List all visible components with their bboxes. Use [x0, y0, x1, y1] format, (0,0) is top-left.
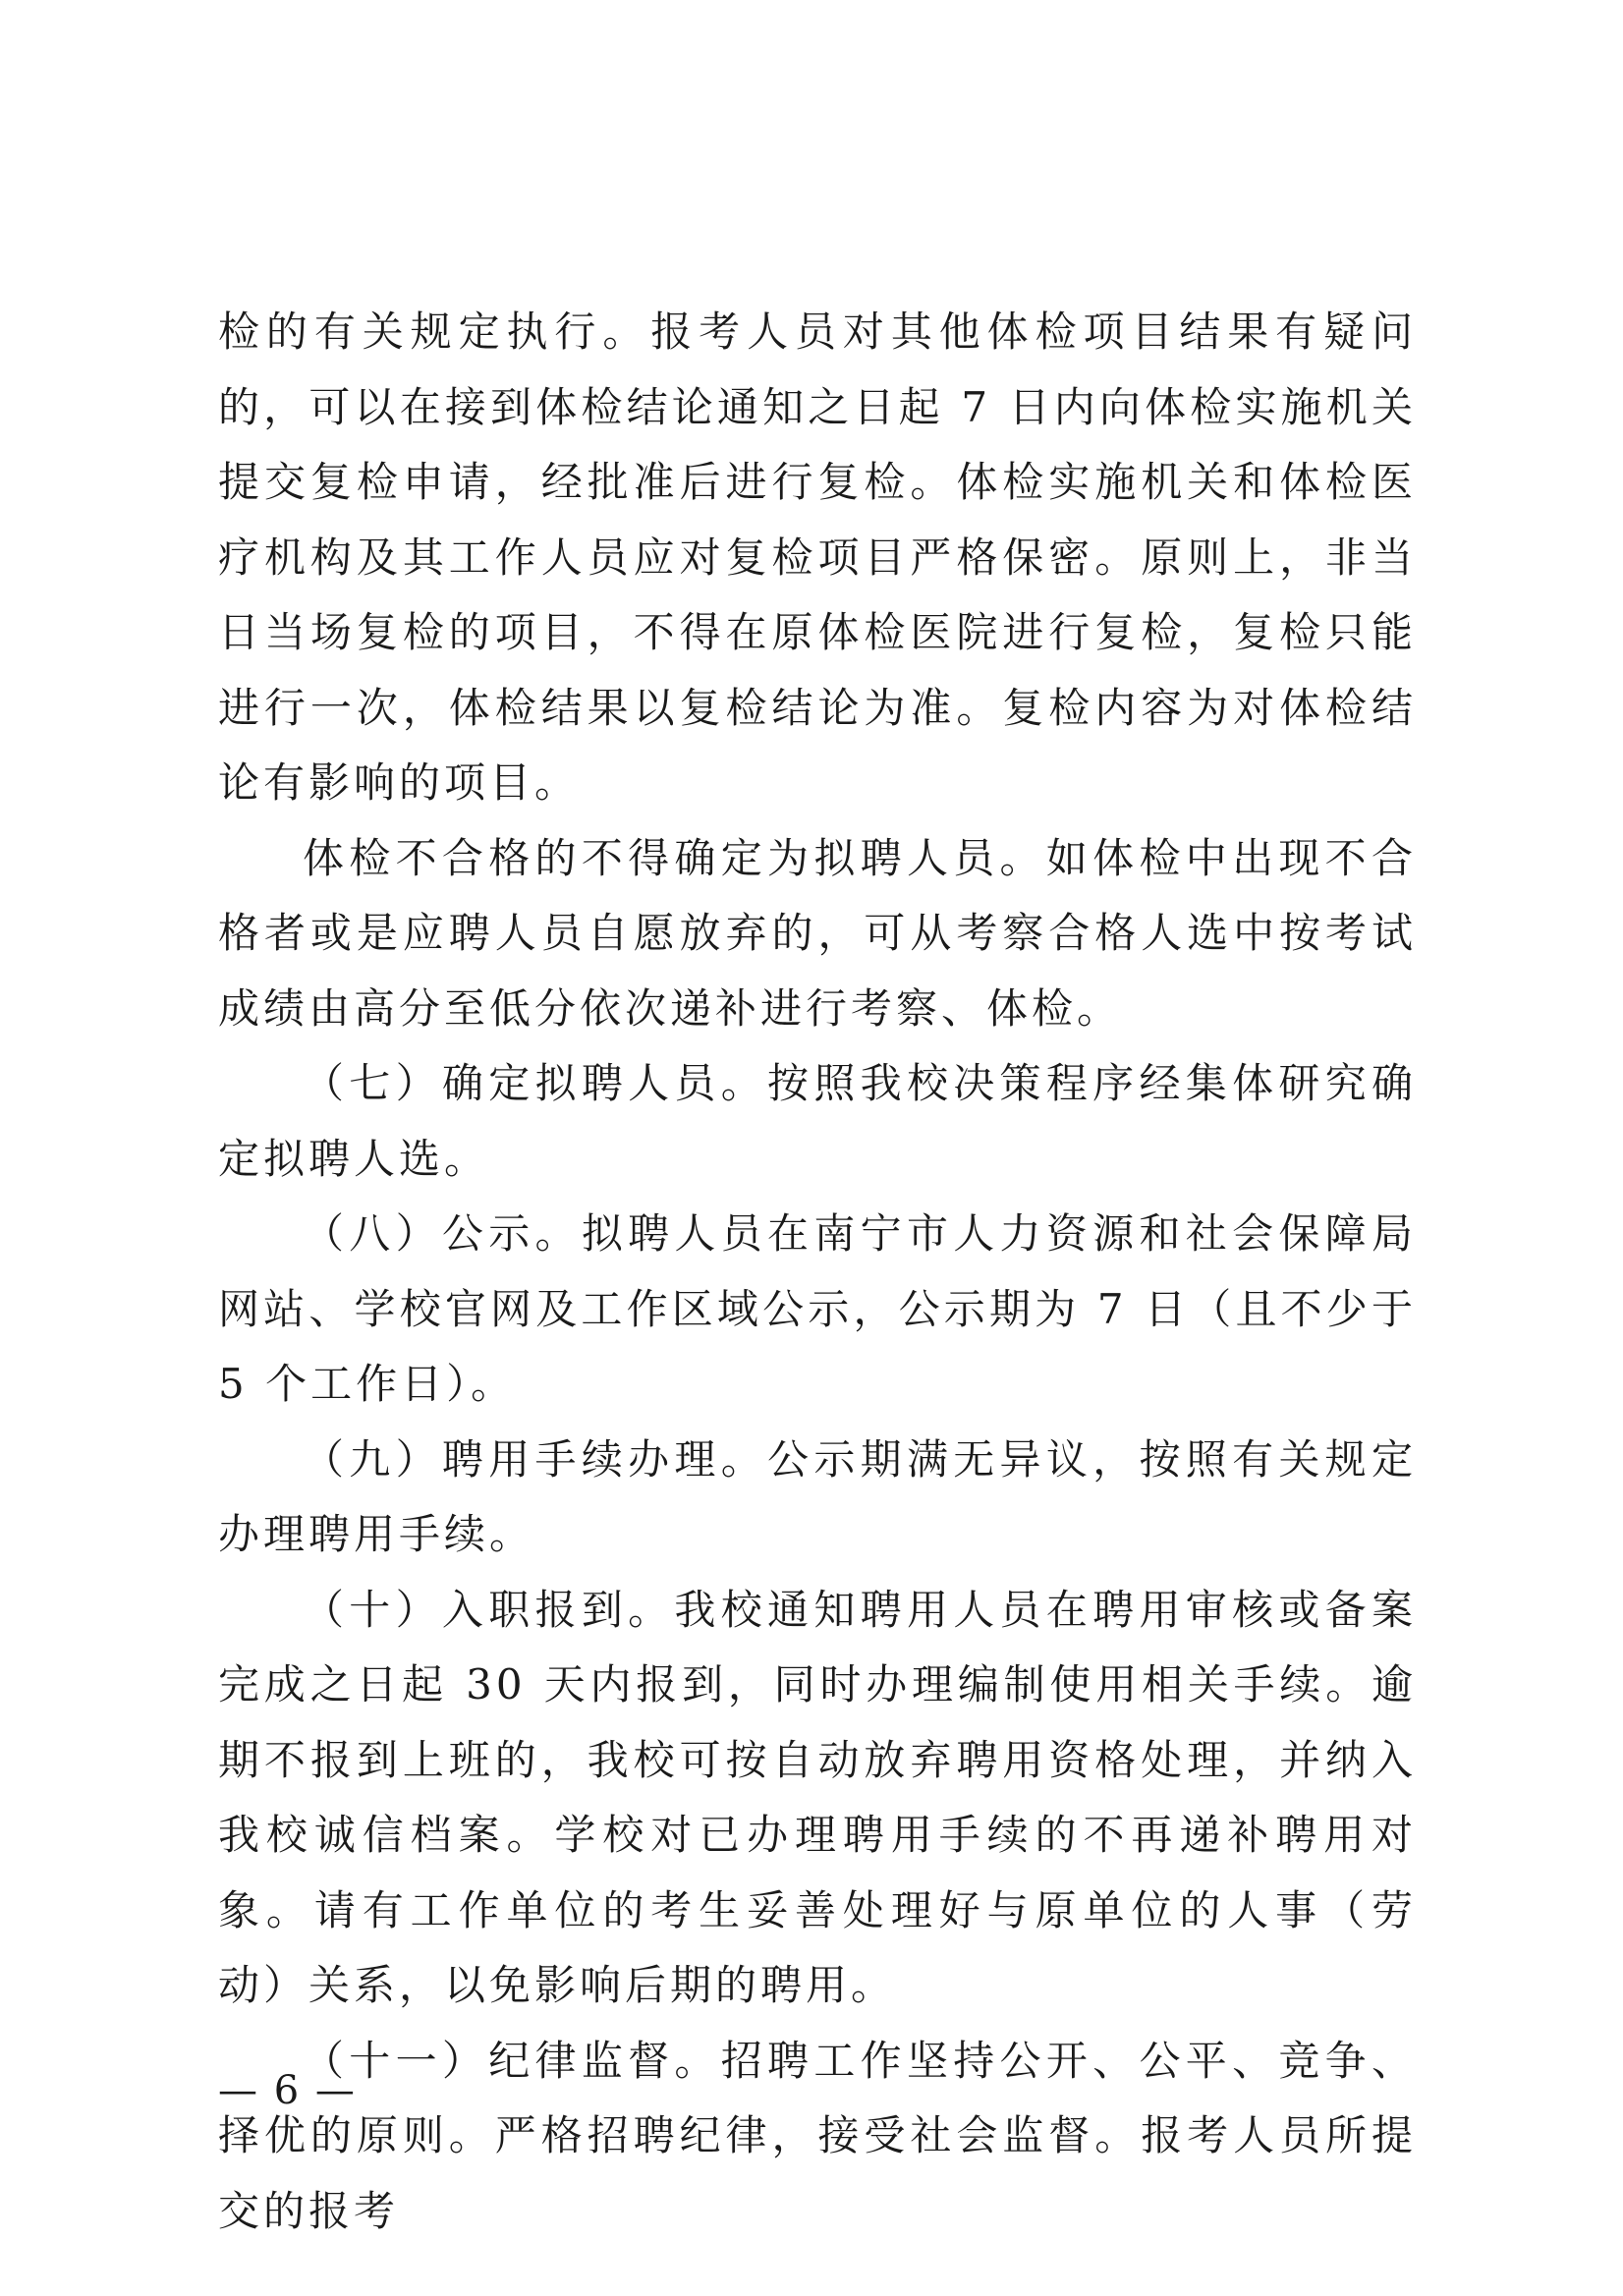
paragraph-medical-recheck: 检的有关规定执行。报考人员对其他体检项目结果有疑问的，可以在接到体检结论通知之日起 7 日内向体检实施机关提交复检申请，经批准后进行复检。体检实施机关和体检医疗机构及其工作人员应对复检项目严格保密。原则上，非当日当场复检的项目，不得在原体检医院进行复检，复检只能进行一次，体检结果以复检结论为准。复检内容为对体检结论有影响的项目。	[218, 308, 1417, 807]
paragraph-section-9: （九）聘用手续办理。公示期满无异议，按照有关规定办理聘用手续。	[218, 1434, 1417, 1558]
paragraph-medical-fail: 体检不合格的不得确定为拟聘人员。如体检中出现不合格者或是应聘人员自愿放弃的，可从考察合格人选中按考试成绩由高分至低分依次递补进行考察、体检。	[218, 833, 1417, 1033]
document-body	[218, 295, 1417, 2249]
paragraph-section-7: （七）确定拟聘人员。按照我校决策程序经集体研究确定拟聘人选。	[218, 1059, 1417, 1183]
paragraph-section-10: （十）入职报到。我校通知聘用人员在聘用审核或备案完成之日起 30 天内报到，同时办理编制使用相关手续。逾期不报到上班的，我校可按自动放弃聘用资格处理，并纳入我校诚信档案。学校对已办理聘用手续的不再递补聘用对象。请有工作单位的考生妥善处理好与原单位的人事（劳动）关系，以免影响后期的聘用。	[218, 1585, 1417, 2009]
paragraph-section-8: （八）公示。拟聘人员在南宁市人力资源和社会保障局网站、学校官网及工作区域公示，公示期为 7 日（且不少于 5 个工作日）。	[218, 1209, 1417, 1408]
paragraph-section-11: （十一）纪律监督。招聘工作坚持公开、公平、竞争、择优的原则。严格招聘纪律，接受社会监督。报考人员所提交的报考	[218, 2036, 1417, 2235]
page-number: — 6 —	[218, 2068, 357, 2113]
